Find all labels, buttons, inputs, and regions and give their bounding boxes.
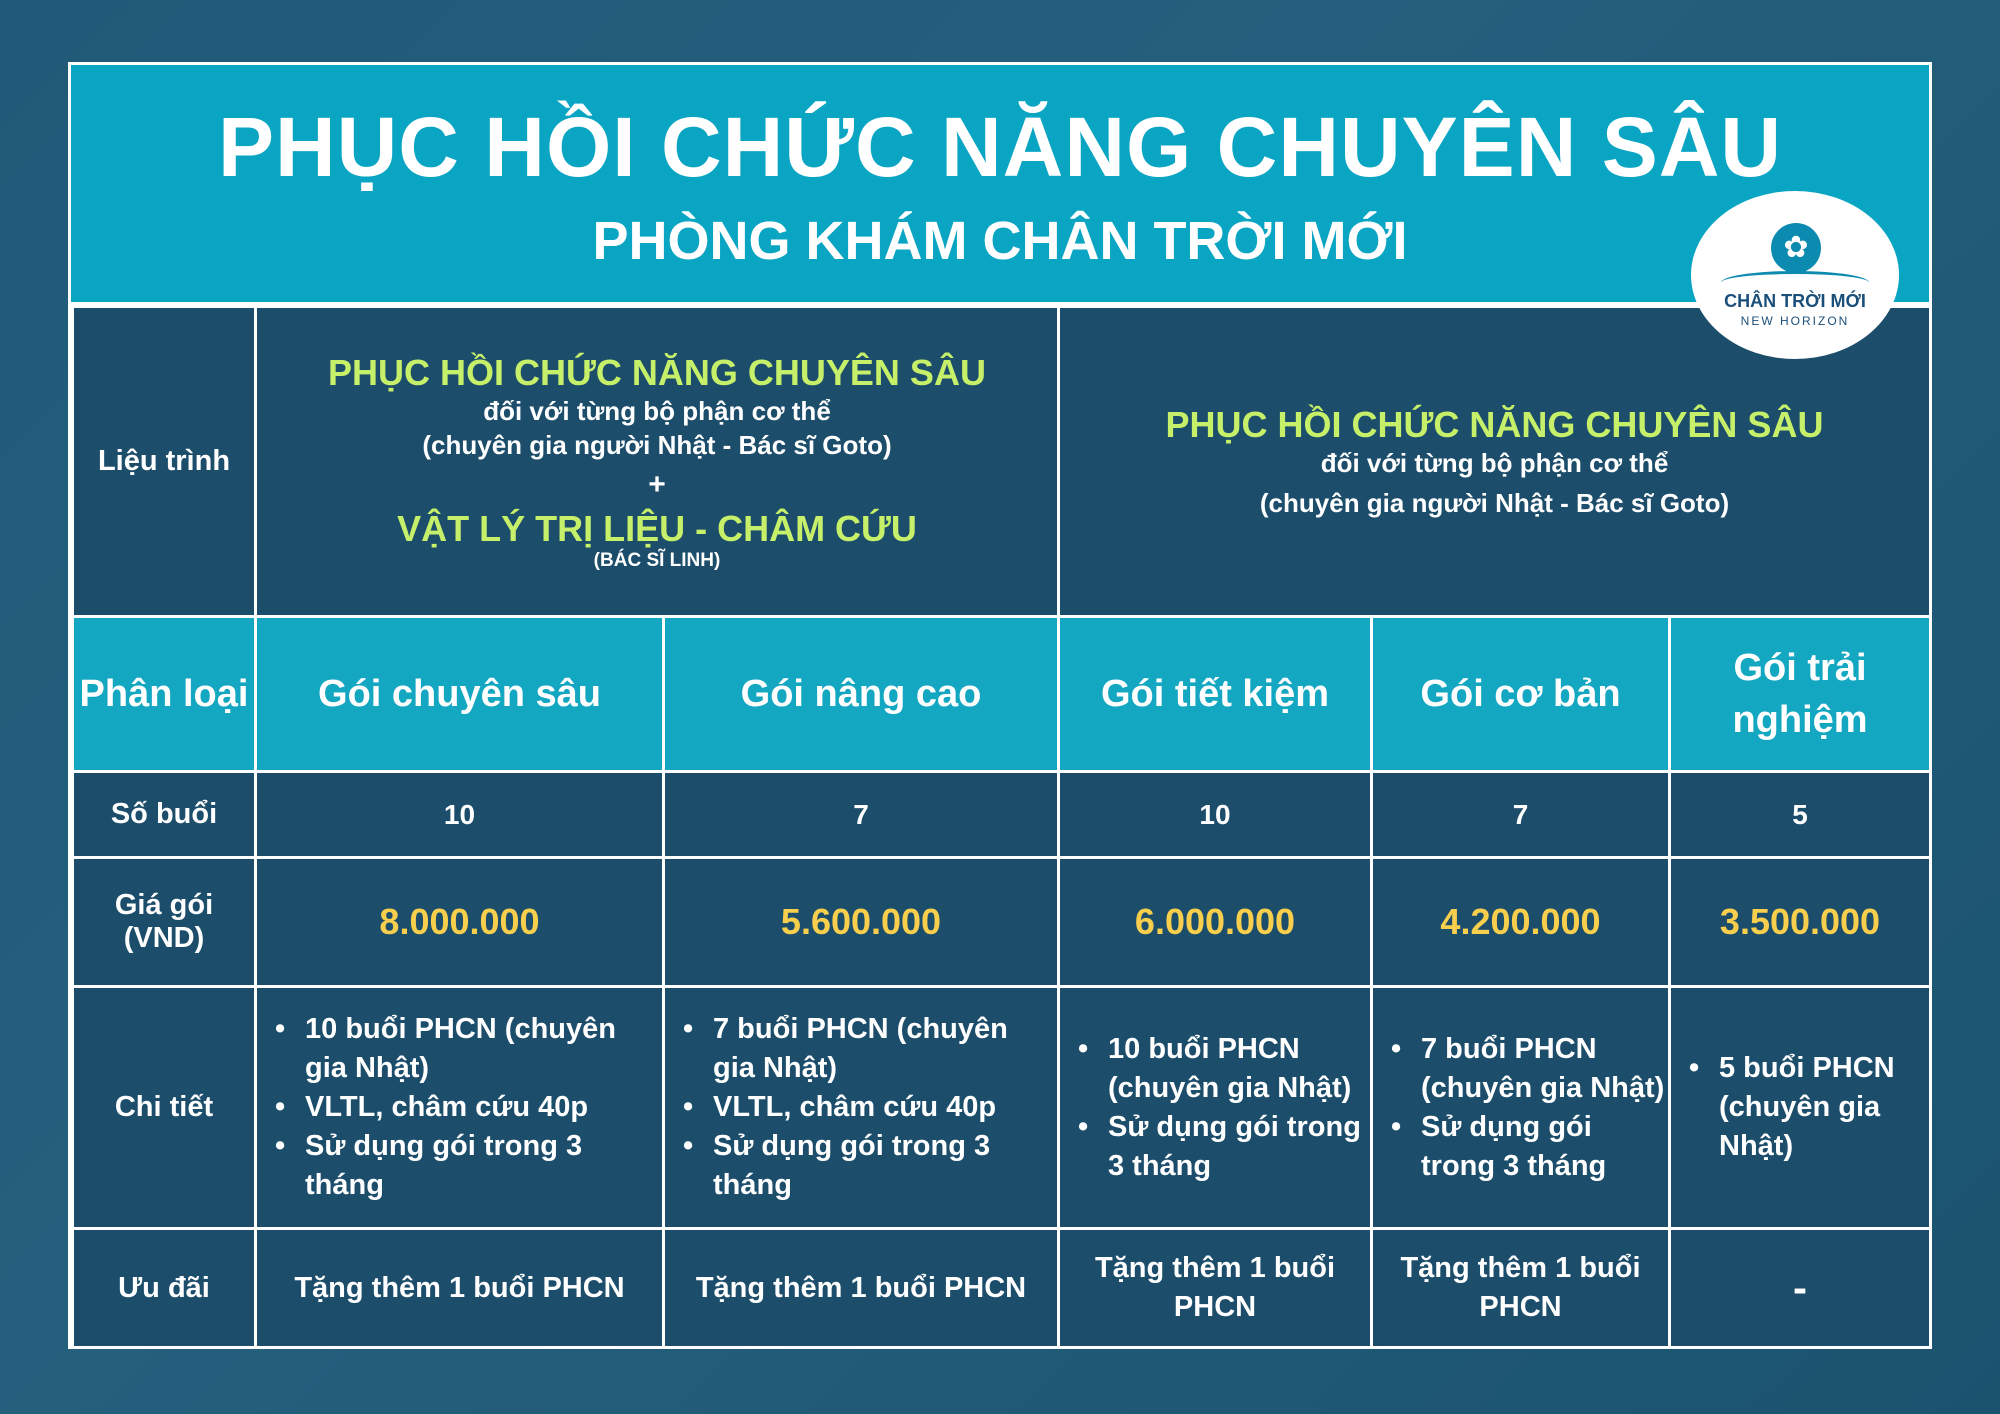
single-heading: PHỤC HỒI CHỨC NĂNG CHUYÊN SÂU	[1165, 403, 1824, 445]
category-row	[73, 617, 1931, 772]
pricing-table	[71, 305, 1932, 1349]
logo-tagline: NEW HORIZON	[1740, 314, 1850, 328]
flower-icon: ✿	[1771, 223, 1821, 273]
details-list	[1373, 1030, 1668, 1186]
price-value: 3.500.000	[1670, 858, 1931, 987]
offer-value: Tặng thêm 1 buổi PHCN	[1372, 1229, 1670, 1348]
details-item: • VLTL, châm cứu 40p	[305, 1088, 662, 1127]
offer-value: -	[1670, 1229, 1931, 1348]
details-label: Chi tiết	[73, 987, 256, 1229]
offer-value: Tặng thêm 1 buổi PHCN	[256, 1229, 664, 1348]
details-item: • 7 buổi PHCN (chuyên gia Nhật)	[713, 1010, 1057, 1088]
details-list	[257, 1010, 662, 1205]
details-row	[73, 987, 1931, 1229]
details-list	[1671, 1049, 1929, 1166]
sessions-value: 7	[1372, 772, 1670, 858]
clinic-logo	[1691, 191, 1899, 359]
sessions-value: 10	[1059, 772, 1372, 858]
details-item: • VLTL, châm cứu 40p	[713, 1088, 1057, 1127]
sessions-row	[73, 772, 1931, 858]
details-item: • Sử dụng gói trong 3 tháng	[713, 1127, 1057, 1205]
offer-value: Tặng thêm 1 buổi PHCN	[664, 1229, 1059, 1348]
package-name: Gói tiết kiệm	[1059, 617, 1372, 772]
details-item: • 5 buổi PHCN (chuyên gia Nhật)	[1719, 1049, 1929, 1166]
combo-line-2: (chuyên gia người Nhật - Bác sĩ Goto)	[422, 429, 892, 460]
combo-heading: PHỤC HỒI CHỨC NĂNG CHUYÊN SÂU	[328, 351, 986, 393]
offer-label: Ưu đãi	[73, 1229, 256, 1348]
offer-value: Tặng thêm 1 buổi PHCN	[1059, 1229, 1372, 1348]
details-cell	[1372, 987, 1670, 1229]
price-label-line-2: (VND)	[123, 922, 205, 954]
price-value: 5.600.000	[664, 858, 1059, 987]
details-item: • 10 buổi PHCN (chuyên gia Nhật)	[1108, 1030, 1370, 1108]
details-cell	[1059, 987, 1372, 1229]
sessions-value: 7	[664, 772, 1059, 858]
details-cell	[1670, 987, 1931, 1229]
details-list	[665, 1010, 1057, 1205]
sessions-label: Số buổi	[73, 772, 256, 858]
details-item: • Sử dụng gói trong 3 tháng	[305, 1127, 662, 1205]
logo-name: CHÂN TRỜI MỚI	[1724, 291, 1866, 311]
treatment-combo-cell	[256, 307, 1059, 617]
plus-sign: +	[648, 467, 666, 501]
page-subtitle: PHÒNG KHÁM CHÂN TRỜI MỚI	[592, 211, 1408, 271]
package-name: Gói nâng cao	[664, 617, 1059, 772]
package-name: Gói chuyên sâu	[256, 617, 664, 772]
details-cell	[256, 987, 664, 1229]
combo-heading-2: VẬT LÝ TRỊ LIỆU - CHÂM CỨU	[397, 507, 917, 549]
package-name: Gói trải nghiệm	[1670, 617, 1931, 772]
details-item: • 10 buổi PHCN (chuyên gia Nhật)	[305, 1010, 662, 1088]
header-banner	[71, 65, 1929, 305]
combo-line-3: (BÁC SĨ LINH)	[593, 549, 721, 571]
treatment-label: Liệu trình	[73, 307, 256, 617]
package-name: Gói cơ bản	[1372, 617, 1670, 772]
price-value: 6.000.000	[1059, 858, 1372, 987]
page-title: PHỤC HỒI CHỨC NĂNG CHUYÊN SÂU	[217, 100, 1783, 194]
price-row	[73, 858, 1931, 987]
details-list	[1060, 1030, 1370, 1186]
single-line-1: đối với từng bộ phận cơ thể	[1320, 447, 1669, 478]
price-label	[73, 858, 256, 987]
details-item: • 7 buổi PHCN (chuyên gia Nhật)	[1421, 1030, 1668, 1108]
treatment-row	[73, 307, 1931, 617]
details-item: • Sử dụng gói trong 3 tháng	[1108, 1108, 1370, 1186]
price-value: 4.200.000	[1372, 858, 1670, 987]
combo-line-1: đối với từng bộ phận cơ thể	[483, 395, 831, 426]
price-label-line-1: Giá gói	[114, 889, 214, 921]
offer-row	[73, 1229, 1931, 1348]
sessions-value: 10	[256, 772, 664, 858]
details-item: • Sử dụng gói trong 3 tháng	[1421, 1108, 1668, 1186]
sessions-value: 5	[1670, 772, 1931, 858]
single-line-2: (chuyên gia người Nhật - Bác sĩ Goto)	[1259, 487, 1730, 518]
details-cell	[664, 987, 1059, 1229]
category-label: Phân loại	[73, 617, 256, 772]
price-table-frame	[68, 62, 1932, 1349]
price-value: 8.000.000	[256, 858, 664, 987]
